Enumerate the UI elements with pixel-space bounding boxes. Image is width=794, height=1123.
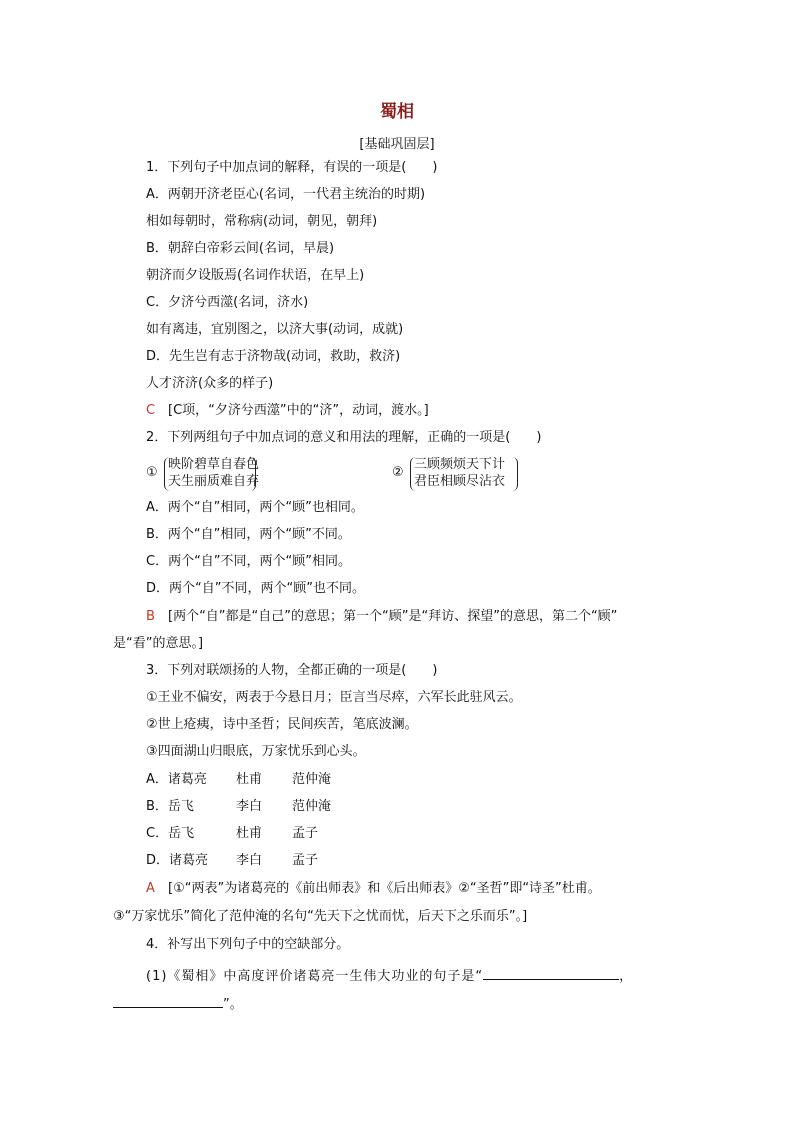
q3-option-d-col3: 孟子 xyxy=(292,853,319,868)
q3-option-a-col3: 范仲淹 xyxy=(292,772,332,787)
q4-stem: 4．补写出下列句子中的空缺部分。 xyxy=(146,937,350,952)
q3-option-a-col1: A．诸葛亮 xyxy=(146,772,207,787)
q3-option-b-col1: B．岳飞 xyxy=(146,799,194,814)
q4-item-1-text: (1)《蜀相》中高度评价诸葛亮一生伟大功业的句子是“ xyxy=(146,969,484,984)
q1-answer-text: [C项，“夕济兮西澨”中的“济”，动词，渡水。] xyxy=(168,403,429,418)
q4-item-1-close: ”。 xyxy=(223,997,243,1012)
q4-item-1-line2 xyxy=(113,995,243,1014)
q1-option-b-line2: 朝济而夕设版焉(名词作状语，在早上) xyxy=(146,268,365,283)
q1-option-b: B．朝辞白帝彩云间(名词，早晨) xyxy=(146,241,335,256)
q3-option-d-col1: D．诸葛亮 xyxy=(146,853,209,868)
q3-answer xyxy=(146,880,601,898)
q3-option-c xyxy=(146,825,194,843)
q1-answer-letter: C xyxy=(146,403,156,418)
q3-couplet-2: ②世上疮痍，诗中圣哲；民间疾苦，笔底波澜。 xyxy=(146,717,418,732)
q3-option-c-col2: 杜甫 xyxy=(236,826,263,841)
q3-option-b-col2: 李白 xyxy=(236,799,263,814)
q2-group-1-number: ① xyxy=(146,465,158,480)
q1-option-d-line2: 人才济济(众多的样子) xyxy=(146,376,274,391)
q2-group-1-line2: 天生丽质难自弃 xyxy=(168,474,260,489)
q3-answer-line2: ③“万家忧乐”简化了范仲淹的名句“先天下之忧而忧，后天下之乐而乐”。] xyxy=(113,909,528,924)
q3-option-a-col2: 杜甫 xyxy=(236,772,263,787)
q3-option-c-col3: 孟子 xyxy=(292,826,319,841)
q4-item-1 xyxy=(146,967,633,986)
q4-item-1-comma: ， xyxy=(619,969,634,984)
q2-option-b: B．两个“自”相同，两个“顾”不同。 xyxy=(146,527,351,542)
q1-option-a: A．两朝开济老臣心(名词，一代君主统治的时期) xyxy=(146,187,426,202)
q1-option-d: D．先生岂有志于济物哉(动词，救助，救济) xyxy=(146,349,401,364)
q1-stem: 1．下列句子中加点词的解释，有误的一项是( ) xyxy=(146,160,438,175)
q4-blank-1[interactable] xyxy=(483,967,619,980)
q3-stem: 3．下列对联颂扬的人物，全都正确的一项是( ) xyxy=(146,663,438,678)
q2-stem: 2．下列两组句子中加点词的意义和用法的理解，正确的一项是( ) xyxy=(146,430,542,445)
page-title: 蜀相 xyxy=(380,102,414,122)
q2-answer-letter: B xyxy=(146,609,155,624)
q3-option-d-col2: 李白 xyxy=(236,853,263,868)
q2-answer xyxy=(146,608,617,626)
q2-option-d: D．两个“自”不同，两个“顾”也不同。 xyxy=(146,581,365,596)
q2-answer-line2: 是“看”的意思。] xyxy=(113,636,204,651)
q2-option-c: C．两个“自”不同，两个“顾”相同。 xyxy=(146,554,352,569)
q2-answer-text: [两个“自”都是“自己”的意思；第一个“顾”是“拜访、探望”的意思，第二个“顾” xyxy=(168,609,618,624)
q2-group-2-number: ② xyxy=(392,465,404,480)
q3-option-d xyxy=(146,852,208,870)
q3-option-c-col1: C．岳飞 xyxy=(146,826,195,841)
q3-option-b-col3: 范仲淹 xyxy=(292,799,332,814)
q3-option-b xyxy=(146,798,194,816)
q2-group-2-line1: 三顾频烦天下计 xyxy=(414,457,506,472)
q4-blank-2[interactable] xyxy=(113,995,223,1008)
q1-option-a-line2: 相如每朝时，常称病(动词，朝见，朝拜) xyxy=(146,214,378,229)
q2-option-a: A．两个“自”相同，两个“顾”也相同。 xyxy=(146,500,364,515)
q2-group-2-line2: 君臣相顾尽沾衣 xyxy=(414,474,506,489)
q3-answer-letter: A xyxy=(146,881,155,896)
q1-option-c: C．夕济兮西澨(名词，济水) xyxy=(146,295,309,310)
q3-answer-text: [①“两表”为诸葛亮的《前出师表》和《后出师表》②“圣哲”即“诗圣”杜甫。 xyxy=(168,881,601,896)
q2-group-1-line1: 映阶碧草自春色 xyxy=(168,457,260,472)
q3-couplet-1: ①王业不偏安，两表于今悬日月；臣言当尽瘁，六军长此驻风云。 xyxy=(146,690,522,705)
q1-answer xyxy=(146,402,429,420)
q1-option-c-line2: 如有离违，宜别图之，以济大事(动词，成就) xyxy=(146,322,404,337)
section-label: [基础巩固层] xyxy=(359,137,435,152)
q3-option-a xyxy=(146,771,207,789)
q3-couplet-3: ③四面湖山归眼底，万家忧乐到心头。 xyxy=(146,744,366,759)
